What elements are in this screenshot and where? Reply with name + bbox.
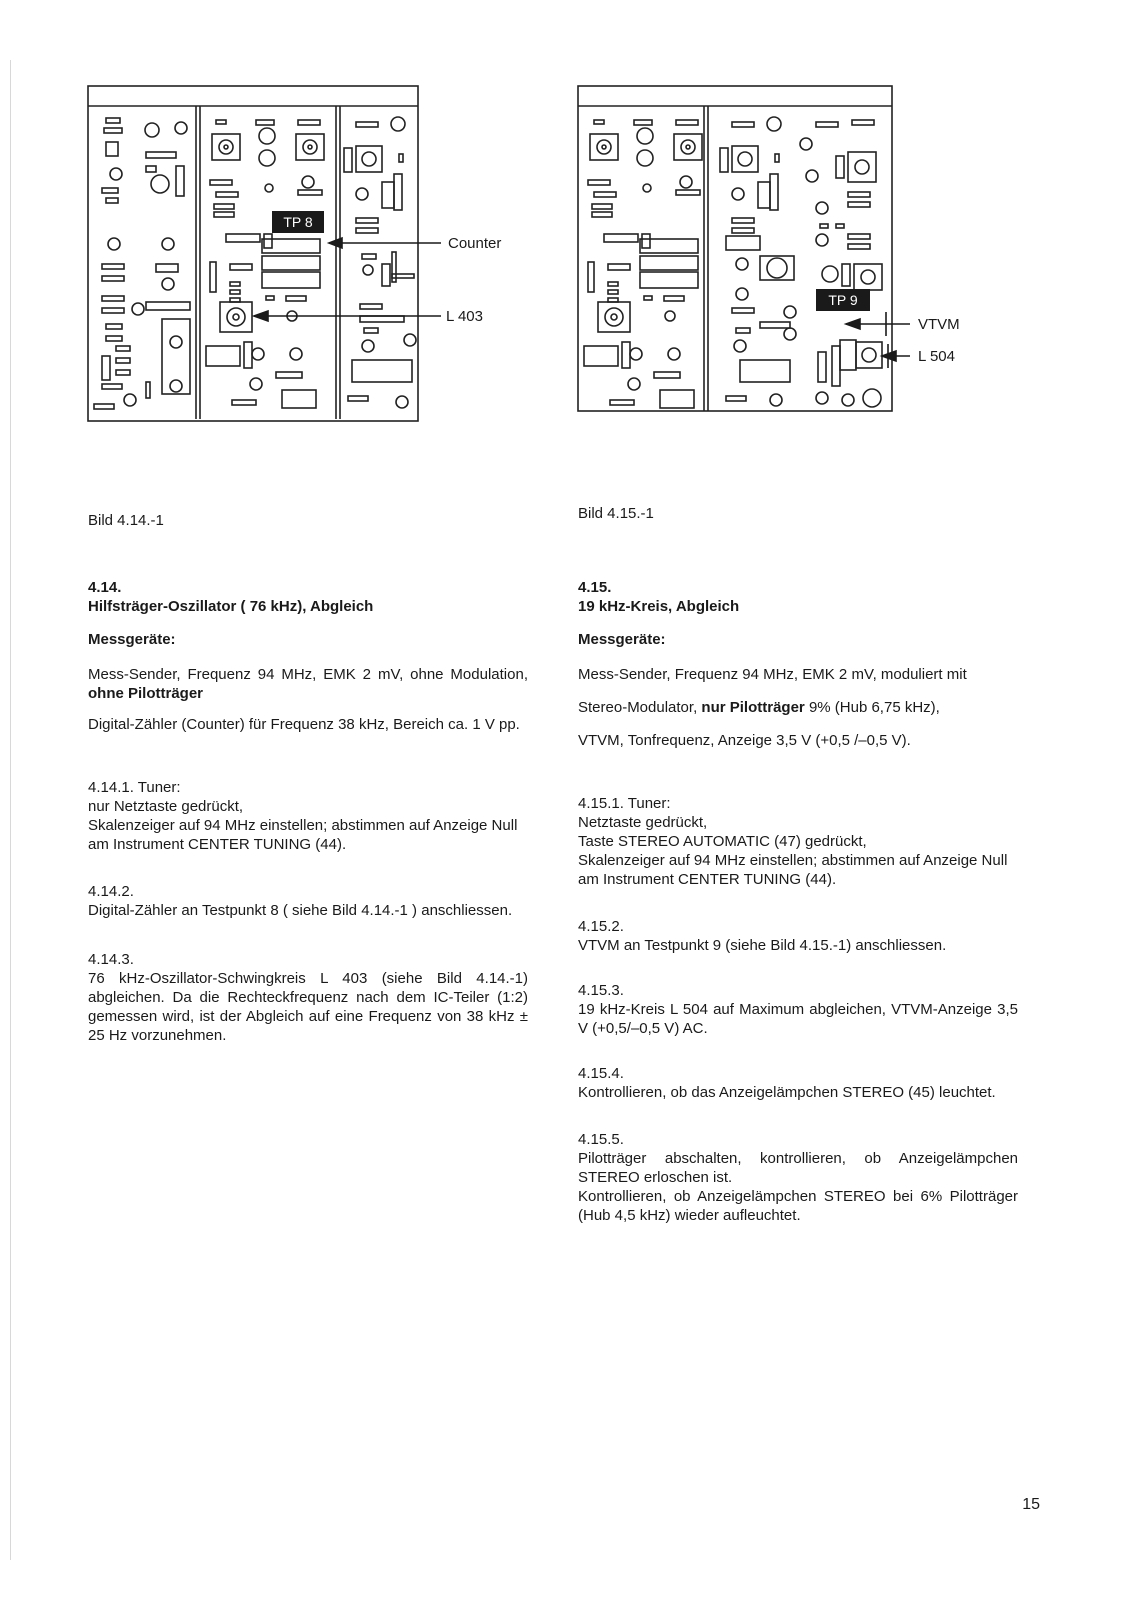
callout-l403: L 403 — [446, 308, 483, 325]
step-4-14-3-text: 76 kHz-Oszillator-Schwingkreis L 403 (siehe Bild 4.14.-1) abgleichen. Da die Rechteckfrequenz nach dem IC-Teiler (1:2) gemessen wird, ist der Abgleich auf eine Frequenz von 38 kHz ± 25 Hz vorzunehmen. — [88, 970, 528, 1044]
step-4-14-2-text: Digital-Zähler an Testpunkt 8 ( siehe Bild 4.14.-1 ) anschliessen. — [88, 902, 513, 919]
step-4-15-3-number: 4.15.3. — [578, 982, 624, 999]
section-title: Hilfsträger-Oszillator ( 76 kHz), Abgleich — [88, 598, 374, 615]
tp8-label: TP 8 — [283, 214, 313, 230]
section-number: 4.14. — [88, 579, 122, 596]
step-4-15-1-line-3: Skalenzeiger auf 94 MHz einstellen; abstimmen auf Anzeige Null am Instrument CENTER TUNING (44). — [578, 852, 1008, 888]
section-number: 4.15. — [578, 579, 612, 596]
step-4-15-3-text: 19 kHz-Kreis L 504 auf Maximum abgleichen, VTVM-Anzeige 3,5 V (+0,5/–0,5 V) AC. — [578, 1001, 1018, 1037]
callout-counter: Counter — [448, 235, 502, 252]
equipment-item-1 — [88, 665, 528, 703]
tp9-label: TP 9 — [828, 292, 858, 308]
figure-4-14-1 — [86, 84, 536, 429]
step-4-15-5-number: 4.15.5. — [578, 1131, 624, 1148]
step-4-15-1-number: 4.15.1. Tuner: — [578, 795, 671, 812]
section-4-15 — [578, 578, 1018, 1225]
step-4-14-3-number: 4.14.3. — [88, 951, 134, 968]
step-4-15-5-line-1: Pilotträger abschalten, kontrollieren, ob Anzeigelämpchen STEREO erloschen ist. — [578, 1150, 1018, 1186]
step-4-14-1-line-2: Skalenzeiger auf 94 MHz einstellen; abstimmen auf Anzeige Null am Instrument CENTER TUNING (44). — [88, 817, 518, 853]
figure-4-15-1 — [576, 84, 996, 429]
equipment-item-2: Digital-Zähler (Counter) für Frequenz 38 kHz, Bereich ca. 1 V pp. — [88, 716, 520, 733]
pcb-diagram-left — [86, 84, 536, 429]
step-4-15-2-number: 4.15.2. — [578, 918, 624, 935]
step-4-14-2-number: 4.14.2. — [88, 883, 134, 900]
equipment-item-2 — [578, 698, 1018, 717]
callout-vtvm: VTVM — [918, 316, 960, 333]
step-4-15-5-line-2: Kontrollieren, ob Anzeigelämpchen STEREO bei 6% Pilotträger (Hub 4,5 kHz) wieder aufleuchtet. — [578, 1188, 1018, 1224]
caption-bild-4-14-1: Bild 4.14.-1 — [88, 512, 164, 529]
step-4-15-4-number: 4.15.4. — [578, 1065, 624, 1082]
section-title: 19 kHz-Kreis, Abgleich — [578, 598, 740, 615]
equipment-item-1-text: Mess-Sender, Frequenz 94 MHz, EMK 2 mV, ohne Modulation, — [88, 666, 528, 683]
equipment-heading: Messgeräte: — [88, 631, 176, 648]
equipment-item-2-pre: Stereo-Modulator, — [578, 699, 698, 716]
equipment-item-2-bold: nur Pilotträger — [701, 699, 805, 716]
step-4-15-1-line-2: Taste STEREO AUTOMATIC (47) gedrückt, — [578, 833, 867, 850]
equipment-item-1: Mess-Sender, Frequenz 94 MHz, EMK 2 mV, moduliert mit — [578, 666, 967, 683]
step-4-14-1-number: 4.14.1. Tuner: — [88, 779, 181, 796]
page-number: 15 — [1022, 1496, 1040, 1513]
equipment-item-3: VTVM, Tonfrequenz, Anzeige 3,5 V (+0,5 /–0,5 V). — [578, 732, 911, 749]
equipment-heading: Messgeräte: — [578, 631, 666, 648]
pcb-diagram-right — [576, 84, 996, 429]
step-4-15-1-line-1: Netztaste gedrückt, — [578, 814, 708, 831]
step-4-15-4-text: Kontrollieren, ob das Anzeigelämpchen STEREO (45) leuchtet. — [578, 1084, 996, 1101]
equipment-item-1-bold: ohne Pilotträger — [88, 685, 204, 702]
step-4-14-1-line-1: nur Netztaste gedrückt, — [88, 798, 244, 815]
binding-edge — [10, 60, 11, 1560]
caption-bild-4-15-1: Bild 4.15.-1 — [578, 505, 654, 522]
step-4-15-2-text: VTVM an Testpunkt 9 (siehe Bild 4.15.-1) anschliessen. — [578, 937, 947, 954]
section-4-14 — [88, 578, 528, 1045]
callout-l504: L 504 — [918, 348, 955, 365]
equipment-item-2-post: 9% (Hub 6,75 kHz), — [808, 699, 940, 716]
